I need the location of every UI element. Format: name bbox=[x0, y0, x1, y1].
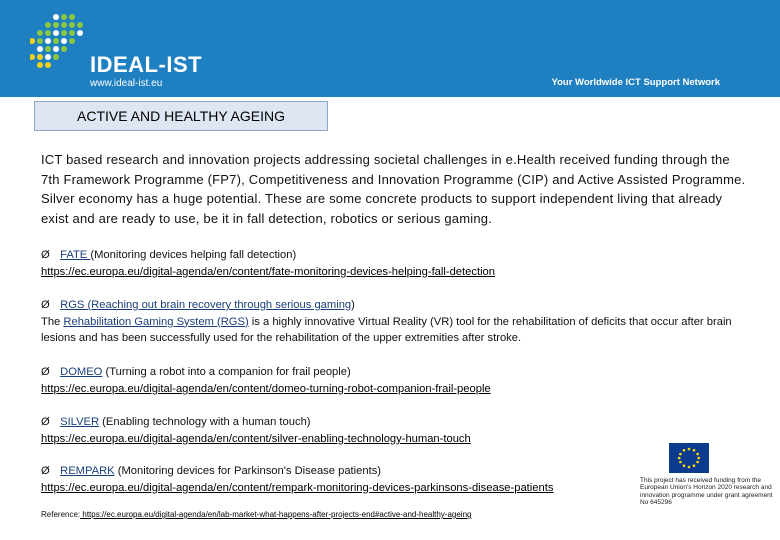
project-name-link[interactable]: FATE bbox=[60, 249, 91, 261]
project-desc: (Monitoring devices helping fall detection) bbox=[90, 249, 297, 261]
tagline: Your Worldwide ICT Support Network bbox=[551, 77, 720, 88]
rgs-desc-prefix: The bbox=[41, 315, 64, 328]
reference-line bbox=[41, 510, 471, 519]
project-name-link[interactable]: DOMEO bbox=[60, 366, 103, 378]
project-url-link[interactable]: https://ec.europa.eu/digital-agenda/en/content/domeo-turning-robot-companion-frail-people bbox=[41, 382, 491, 395]
arrow-bullet-icon: Ø bbox=[41, 366, 50, 378]
project-name-link[interactable]: REMPARK bbox=[60, 465, 115, 477]
arrow-bullet-icon: Ø bbox=[41, 465, 50, 477]
ideal-ist-logo[interactable] bbox=[30, 12, 203, 94]
header-banner bbox=[0, 0, 780, 97]
project-url-link[interactable]: https://ec.europa.eu/digital-agenda/en/content/rempark-monitoring-devices-parkinsons-disease-patients bbox=[41, 481, 554, 494]
project-url-link[interactable]: https://ec.europa.eu/digital-agenda/en/content/fate-monitoring-devices-helping-fall-detection bbox=[41, 265, 495, 278]
project-item-rgs bbox=[41, 297, 756, 347]
project-desc: (Turning a robot into a companion for frail people) bbox=[102, 366, 351, 378]
project-desc: (Enabling technology with a human touch) bbox=[99, 416, 311, 428]
arrow-bullet-icon: Ø bbox=[41, 299, 50, 311]
project-url-link[interactable]: https://ec.europa.eu/digital-agenda/en/content/silver-enabling-technology-human-touch bbox=[41, 432, 471, 445]
rgs-desc-rest: is a highly innovative Virtual Reality (VR) tool for the rehabilitation of deficits that occur after brain lesions and has been successfully used for the rehabilitation of the upper extremities after stroke. bbox=[41, 315, 732, 344]
project-desc: ) bbox=[351, 299, 355, 311]
project-item-fate bbox=[41, 247, 756, 280]
reference-label: Reference: bbox=[41, 510, 81, 519]
eu-funding-notice: This project has received funding from the European Union's Horizon 2020 research and innovation programme under grant agreement No 645296 bbox=[640, 477, 773, 507]
reference-url-link[interactable]: https://ec.europa.eu/digital-agenda/en/lab-market-what-happens-after-projects-end#active-and-healthy-ageing bbox=[80, 510, 472, 519]
logo-dots-icon bbox=[30, 12, 90, 72]
eu-flag-icon bbox=[669, 443, 709, 473]
project-item-silver bbox=[41, 414, 756, 447]
section-title: ACTIVE AND HEALTHY AGEING bbox=[34, 101, 328, 131]
logo-title: IDEAL-IST bbox=[90, 52, 203, 77]
arrow-bullet-icon: Ø bbox=[41, 249, 50, 261]
intro-paragraph: ICT based research and innovation projects addressing societal challenges in e.Health received funding through the 7th Framework Programme (FP7), Competitiveness and Innovation Programme (CIP) and Active Assisted Programme. Silver economy has a huge potential. These are some concrete products to support independent living that already exist and are ready to use, be it in fall detection, robotics or serious gaming. bbox=[41, 152, 746, 226]
project-item-rempark bbox=[41, 463, 641, 496]
project-item-domeo bbox=[41, 364, 756, 397]
project-name-link[interactable]: SILVER bbox=[60, 416, 100, 428]
project-name-link[interactable]: RGS (Reaching out brain recovery through serious gaming bbox=[60, 299, 352, 311]
project-desc: (Monitoring devices for Parkinson's Disease patients) bbox=[114, 465, 382, 477]
arrow-bullet-icon: Ø bbox=[41, 416, 50, 428]
rgs-system-link[interactable]: Rehabilitation Gaming System (RGS) bbox=[63, 315, 249, 328]
logo-url: www.ideal-ist.eu bbox=[90, 78, 163, 89]
